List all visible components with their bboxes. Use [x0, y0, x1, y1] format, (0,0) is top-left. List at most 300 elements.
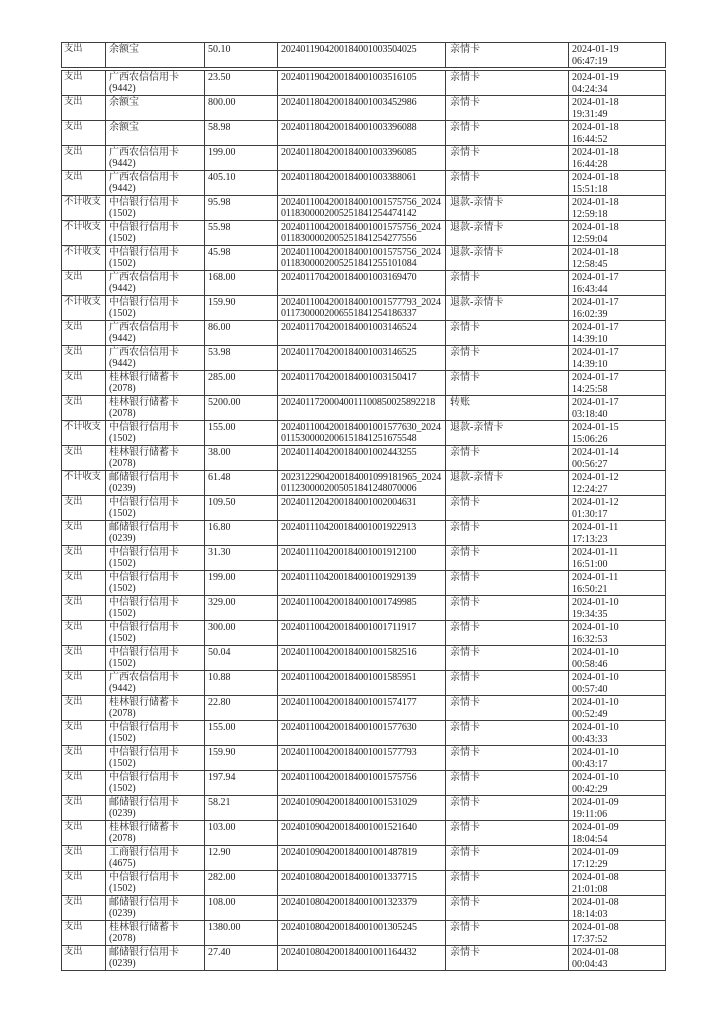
cell-payment-method: 亲情卡	[446, 71, 569, 96]
date-line: 2024-01-10	[572, 597, 619, 608]
cell-payment-method: 退款-亲情卡	[446, 221, 569, 246]
cell-datetime	[569, 471, 666, 496]
table-row	[62, 771, 666, 796]
date-line: 2024-01-08	[572, 872, 619, 883]
cell-payment-method: 亲情卡	[446, 146, 569, 171]
cell-transaction-number: 2024011904200184001003504025	[278, 43, 446, 68]
cell-payment-method: 亲情卡	[446, 96, 569, 121]
table-row	[62, 596, 666, 621]
account-number: (9442)	[109, 83, 136, 94]
table-row	[62, 646, 666, 671]
account-number: (0239)	[109, 533, 136, 544]
table-row	[62, 746, 666, 771]
cell-expense-type: 支出	[62, 121, 106, 146]
date-line: 2024-01-15	[572, 422, 619, 433]
time-line: 18:14:03	[572, 908, 608, 920]
cell-transaction-number: 2024011804200184001003388061	[278, 171, 446, 196]
cell-transaction-number: 2024011004200184001001575756	[278, 771, 446, 796]
account-number: (1502)	[109, 633, 136, 644]
transactions-table-main-section	[61, 70, 666, 971]
cell-account	[106, 271, 205, 296]
date-line: 2024-01-18	[572, 97, 619, 108]
account-name: 中信银行信用卡	[109, 247, 179, 258]
account-number: (2078)	[109, 933, 136, 944]
cell-expense-type: 支出	[62, 571, 106, 596]
cell-account	[106, 196, 205, 221]
cell-expense-type: 支出	[62, 96, 106, 121]
time-line: 03:18:40	[572, 408, 608, 420]
date-line: 2024-01-17	[572, 297, 619, 308]
table-row	[62, 246, 666, 271]
cell-datetime	[569, 121, 666, 146]
time-line: 00:43:17	[572, 758, 608, 770]
cell-expense-type: 支出	[62, 821, 106, 846]
date-line: 2024-01-10	[572, 747, 619, 758]
date-line: 2024-01-11	[572, 522, 619, 533]
cell-amount: 23.50	[205, 71, 278, 96]
account-number: (1502)	[109, 883, 136, 894]
cell-account	[106, 746, 205, 771]
cell-expense-type: 支出	[62, 671, 106, 696]
cell-transaction-number: 2024010804200184001001164432	[278, 946, 446, 971]
date-line: 2024-01-18	[572, 172, 619, 183]
table-row	[62, 496, 666, 521]
cell-payment-method: 亲情卡	[446, 746, 569, 771]
table-row	[62, 621, 666, 646]
table-row	[62, 96, 666, 121]
cell-amount: 405.10	[205, 171, 278, 196]
cell-account	[106, 846, 205, 871]
cell-account	[106, 43, 205, 68]
cell-datetime	[569, 371, 666, 396]
cell-payment-method: 亲情卡	[446, 371, 569, 396]
time-line: 16:44:52	[572, 133, 608, 145]
cell-transaction-number: 2024011004200184001001582516	[278, 646, 446, 671]
account-number: (2078)	[109, 458, 136, 469]
account-name: 广西农信信用卡	[109, 147, 179, 158]
account-number: (9442)	[109, 683, 136, 694]
cell-datetime	[569, 571, 666, 596]
cell-datetime	[569, 196, 666, 221]
table-row	[62, 696, 666, 721]
account-name: 中信银行信用卡	[109, 772, 179, 783]
table-row	[62, 396, 666, 421]
cell-expense-type: 支出	[62, 146, 106, 171]
cell-payment-method: 退款-亲情卡	[446, 296, 569, 321]
cell-payment-method: 亲情卡	[446, 821, 569, 846]
account-number: (1502)	[109, 583, 136, 594]
cell-datetime	[569, 746, 666, 771]
cell-amount: 155.00	[205, 421, 278, 446]
cell-amount: 50.04	[205, 646, 278, 671]
account-number: (9442)	[109, 358, 136, 369]
cell-payment-method: 退款-亲情卡	[446, 471, 569, 496]
account-number: (2078)	[109, 708, 136, 719]
cell-transaction-number: 2024010804200184001001305245	[278, 921, 446, 946]
cell-datetime	[569, 546, 666, 571]
account-name: 桂林银行储蓄卡	[109, 372, 179, 383]
cell-amount: 50.10	[205, 43, 278, 68]
cell-datetime	[569, 721, 666, 746]
account-number: (4675)	[109, 858, 136, 869]
cell-payment-method: 亲情卡	[446, 671, 569, 696]
cell-datetime	[569, 71, 666, 96]
cell-payment-method: 亲情卡	[446, 921, 569, 946]
table-row	[62, 921, 666, 946]
date-line: 2024-01-19	[572, 72, 619, 83]
account-number: (1502)	[109, 658, 136, 669]
cell-account	[106, 546, 205, 571]
table-row	[62, 721, 666, 746]
cell-payment-method: 亲情卡	[446, 446, 569, 471]
cell-account	[106, 596, 205, 621]
cell-transaction-number: 2024011004200184001001574177	[278, 696, 446, 721]
account-number: (0239)	[109, 483, 136, 494]
date-line: 2024-01-17	[572, 322, 619, 333]
cell-account	[106, 946, 205, 971]
date-line: 2024-01-18	[572, 247, 619, 258]
cell-payment-method: 亲情卡	[446, 496, 569, 521]
cell-expense-type: 支出	[62, 771, 106, 796]
cell-payment-method: 退款-亲情卡	[446, 421, 569, 446]
cell-expense-type: 支出	[62, 596, 106, 621]
cell-expense-type: 支出	[62, 371, 106, 396]
cell-transaction-number: 2024010804200184001001323379	[278, 896, 446, 921]
cell-transaction-number: 2024010904200184001001531029	[278, 796, 446, 821]
time-line: 00:04:43	[572, 958, 608, 970]
cell-account	[106, 771, 205, 796]
table-row	[62, 221, 666, 246]
cell-payment-method: 亲情卡	[446, 271, 569, 296]
table-row	[62, 121, 666, 146]
time-line: 14:39:10	[572, 358, 608, 370]
cell-account	[106, 246, 205, 271]
cell-expense-type: 不计收支	[62, 296, 106, 321]
cell-datetime	[569, 321, 666, 346]
account-number: (1502)	[109, 733, 136, 744]
account-number: (0239)	[109, 808, 136, 819]
cell-payment-method: 退款-亲情卡	[446, 246, 569, 271]
account-number: (2078)	[109, 408, 136, 419]
transactions-table-top-section	[61, 42, 666, 68]
cell-account	[106, 71, 205, 96]
cell-transaction-number: 2024011004200184001001585951	[278, 671, 446, 696]
cell-amount: 5200.00	[205, 396, 278, 421]
cell-expense-type: 支出	[62, 71, 106, 96]
account-number: (1502)	[109, 308, 136, 319]
cell-payment-method: 退款-亲情卡	[446, 196, 569, 221]
cell-expense-type: 支出	[62, 846, 106, 871]
time-line: 00:43:33	[572, 733, 608, 745]
account-name: 广西农信信用卡	[109, 72, 179, 83]
cell-expense-type: 支出	[62, 621, 106, 646]
date-line: 2024-01-11	[572, 547, 619, 558]
time-line: 14:25:58	[572, 383, 608, 395]
cell-account	[106, 871, 205, 896]
cell-expense-type: 不计收支	[62, 246, 106, 271]
cell-account	[106, 321, 205, 346]
cell-payment-method: 亲情卡	[446, 896, 569, 921]
cell-account	[106, 121, 205, 146]
cell-transaction-number: 2024010904200184001001487819	[278, 846, 446, 871]
date-line: 2024-01-10	[572, 622, 619, 633]
cell-transaction-number: 2024011004200184001001575756_20240118300002005251841255101084	[278, 246, 446, 271]
cell-transaction-number: 2024011804200184001003396088	[278, 121, 446, 146]
cell-payment-method: 亲情卡	[446, 596, 569, 621]
cell-payment-method: 亲情卡	[446, 696, 569, 721]
cell-datetime	[569, 271, 666, 296]
account-number: (1502)	[109, 558, 136, 569]
cell-account	[106, 646, 205, 671]
account-number: (1502)	[109, 433, 136, 444]
time-line: 06:47:19	[572, 55, 608, 67]
account-name: 中信银行信用卡	[109, 597, 179, 608]
cell-datetime	[569, 671, 666, 696]
cell-transaction-number: 2023122904200184001099181965_20240112300002005051841248070006	[278, 471, 446, 496]
cell-account	[106, 721, 205, 746]
account-name: 邮储银行信用卡	[109, 797, 179, 808]
account-number: (1502)	[109, 258, 136, 269]
account-number: (9442)	[109, 183, 136, 194]
date-line: 2024-01-08	[572, 947, 619, 958]
table-row	[62, 346, 666, 371]
cell-expense-type: 不计收支	[62, 221, 106, 246]
cell-account	[106, 671, 205, 696]
cell-datetime	[569, 221, 666, 246]
table-row	[62, 71, 666, 96]
table-row	[62, 871, 666, 896]
cell-amount: 159.90	[205, 746, 278, 771]
table-row	[62, 43, 666, 68]
cell-amount: 199.00	[205, 571, 278, 596]
account-name: 中信银行信用卡	[109, 572, 179, 583]
account-name: 中信银行信用卡	[109, 222, 179, 233]
date-line: 2024-01-08	[572, 922, 619, 933]
cell-payment-method: 亲情卡	[446, 571, 569, 596]
cell-account	[106, 821, 205, 846]
cell-account	[106, 496, 205, 521]
date-line: 2024-01-17	[572, 372, 619, 383]
cell-account	[106, 796, 205, 821]
cell-amount: 10.88	[205, 671, 278, 696]
cell-expense-type: 支出	[62, 446, 106, 471]
cell-expense-type: 支出	[62, 796, 106, 821]
cell-expense-type: 支出	[62, 896, 106, 921]
cell-account	[106, 571, 205, 596]
account-number: (9442)	[109, 333, 136, 344]
cell-transaction-number: 2024011704200184001003146525	[278, 346, 446, 371]
cell-amount: 27.40	[205, 946, 278, 971]
account-name: 桂林银行储蓄卡	[109, 447, 179, 458]
cell-transaction-number: 2024011704200184001003150417	[278, 371, 446, 396]
cell-amount: 22.80	[205, 696, 278, 721]
cell-payment-method: 亲情卡	[446, 521, 569, 546]
cell-account	[106, 896, 205, 921]
cell-amount: 12.90	[205, 846, 278, 871]
cell-payment-method: 亲情卡	[446, 846, 569, 871]
account-name: 中信银行信用卡	[109, 622, 179, 633]
cell-datetime	[569, 621, 666, 646]
cell-expense-type: 不计收支	[62, 421, 106, 446]
cell-expense-type: 支出	[62, 321, 106, 346]
account-number: (1502)	[109, 508, 136, 519]
time-line: 15:51:18	[572, 183, 608, 195]
cell-transaction-number: 2024011804200184001003452986	[278, 96, 446, 121]
cell-expense-type: 支出	[62, 871, 106, 896]
cell-datetime	[569, 521, 666, 546]
cell-payment-method: 亲情卡	[446, 621, 569, 646]
table-row	[62, 446, 666, 471]
cell-payment-method: 亲情卡	[446, 721, 569, 746]
time-line: 01:30:17	[572, 508, 608, 520]
table-row	[62, 846, 666, 871]
cell-payment-method: 亲情卡	[446, 121, 569, 146]
time-line: 00:52:49	[572, 708, 608, 720]
cell-amount: 103.00	[205, 821, 278, 846]
time-line: 12:58:45	[572, 258, 608, 270]
time-line: 16:51:00	[572, 558, 608, 570]
date-line: 2024-01-11	[572, 572, 619, 583]
cell-datetime	[569, 821, 666, 846]
cell-transaction-number: 2024011204200184001002004631	[278, 496, 446, 521]
cell-account	[106, 696, 205, 721]
date-line: 2024-01-09	[572, 822, 619, 833]
cell-transaction-number: 2024011004200184001001575756_20240118300002005251841254277556	[278, 221, 446, 246]
account-name: 余额宝	[109, 97, 139, 108]
table-row	[62, 471, 666, 496]
cell-transaction-number: 2024011004200184001001577630_20240115300002006151841251675548	[278, 421, 446, 446]
cell-datetime	[569, 396, 666, 421]
date-line: 2024-01-10	[572, 647, 619, 658]
cell-expense-type: 支出	[62, 546, 106, 571]
account-name: 广西农信信用卡	[109, 172, 179, 183]
cell-datetime	[569, 796, 666, 821]
cell-account	[106, 421, 205, 446]
account-number: (9442)	[109, 158, 136, 169]
time-line: 14:39:10	[572, 333, 608, 345]
time-line: 00:57:40	[572, 683, 608, 695]
cell-datetime	[569, 346, 666, 371]
date-line: 2024-01-10	[572, 697, 619, 708]
time-line: 17:13:23	[572, 533, 608, 545]
cell-transaction-number: 2024011904200184001003516105	[278, 71, 446, 96]
time-line: 19:34:35	[572, 608, 608, 620]
account-name: 广西农信信用卡	[109, 347, 179, 358]
cell-datetime	[569, 771, 666, 796]
cell-transaction-number: 2024011404200184001002443255	[278, 446, 446, 471]
cell-datetime	[569, 43, 666, 68]
cell-transaction-number: 2024011104200184001001912100	[278, 546, 446, 571]
time-line: 16:50:21	[572, 583, 608, 595]
cell-amount: 58.21	[205, 796, 278, 821]
account-name: 邮储银行信用卡	[109, 897, 179, 908]
cell-amount: 168.00	[205, 271, 278, 296]
time-line: 16:44:28	[572, 158, 608, 170]
cell-expense-type: 支出	[62, 696, 106, 721]
time-line: 16:43:44	[572, 283, 608, 295]
account-name: 邮储银行信用卡	[109, 522, 179, 533]
cell-expense-type: 不计收支	[62, 471, 106, 496]
cell-account	[106, 471, 205, 496]
table-row	[62, 421, 666, 446]
cell-amount: 53.98	[205, 346, 278, 371]
cell-payment-method: 亲情卡	[446, 646, 569, 671]
account-name: 桂林银行储蓄卡	[109, 922, 179, 933]
account-name: 邮储银行信用卡	[109, 947, 179, 958]
cell-expense-type: 支出	[62, 396, 106, 421]
date-line: 2024-01-18	[572, 197, 619, 208]
account-name: 桂林银行储蓄卡	[109, 397, 179, 408]
table-row	[62, 296, 666, 321]
account-name: 中信银行信用卡	[109, 547, 179, 558]
time-line: 00:42:29	[572, 783, 608, 795]
table-row	[62, 196, 666, 221]
date-line: 2024-01-08	[572, 897, 619, 908]
cell-account	[106, 521, 205, 546]
account-name: 桂林银行储蓄卡	[109, 822, 179, 833]
cell-account	[106, 171, 205, 196]
cell-transaction-number: 2024010904200184001001521640	[278, 821, 446, 846]
table-row	[62, 171, 666, 196]
account-number: (1502)	[109, 783, 136, 794]
cell-expense-type: 不计收支	[62, 196, 106, 221]
cell-expense-type: 支出	[62, 496, 106, 521]
cell-payment-method: 亲情卡	[446, 871, 569, 896]
account-name: 中信银行信用卡	[109, 872, 179, 883]
cell-datetime	[569, 96, 666, 121]
cell-datetime	[569, 846, 666, 871]
cell-account	[106, 96, 205, 121]
account-name: 广西农信信用卡	[109, 672, 179, 683]
date-line: 2024-01-18	[572, 122, 619, 133]
cell-datetime	[569, 896, 666, 921]
date-line: 2024-01-10	[572, 772, 619, 783]
time-line: 16:32:53	[572, 633, 608, 645]
cell-transaction-number: 2024011004200184001001577793	[278, 746, 446, 771]
cell-amount: 282.00	[205, 871, 278, 896]
cell-amount: 155.00	[205, 721, 278, 746]
cell-transaction-number: 2024011704200184001003146524	[278, 321, 446, 346]
account-number: (2078)	[109, 833, 136, 844]
transactions-table-container	[61, 42, 665, 971]
cell-datetime	[569, 296, 666, 321]
cell-expense-type: 支出	[62, 346, 106, 371]
cell-expense-type: 支出	[62, 43, 106, 68]
time-line: 19:31:49	[572, 108, 608, 120]
cell-datetime	[569, 446, 666, 471]
table-row	[62, 946, 666, 971]
date-line: 2024-01-09	[572, 797, 619, 808]
cell-datetime	[569, 146, 666, 171]
cell-transaction-number: 2024011004200184001001711917	[278, 621, 446, 646]
table-row	[62, 896, 666, 921]
account-number: (1502)	[109, 233, 136, 244]
account-number: (2078)	[109, 383, 136, 394]
cell-payment-method: 亲情卡	[446, 346, 569, 371]
time-line: 12:59:04	[572, 233, 608, 245]
cell-amount: 86.00	[205, 321, 278, 346]
cell-amount: 58.98	[205, 121, 278, 146]
cell-datetime	[569, 646, 666, 671]
cell-transaction-number: 2024010804200184001001337715	[278, 871, 446, 896]
account-name: 邮储银行信用卡	[109, 472, 179, 483]
cell-expense-type: 支出	[62, 721, 106, 746]
cell-amount: 300.00	[205, 621, 278, 646]
account-name: 广西农信信用卡	[109, 322, 179, 333]
cell-transaction-number: 2024011104200184001001922913	[278, 521, 446, 546]
time-line: 00:58:46	[572, 658, 608, 670]
cell-datetime	[569, 246, 666, 271]
